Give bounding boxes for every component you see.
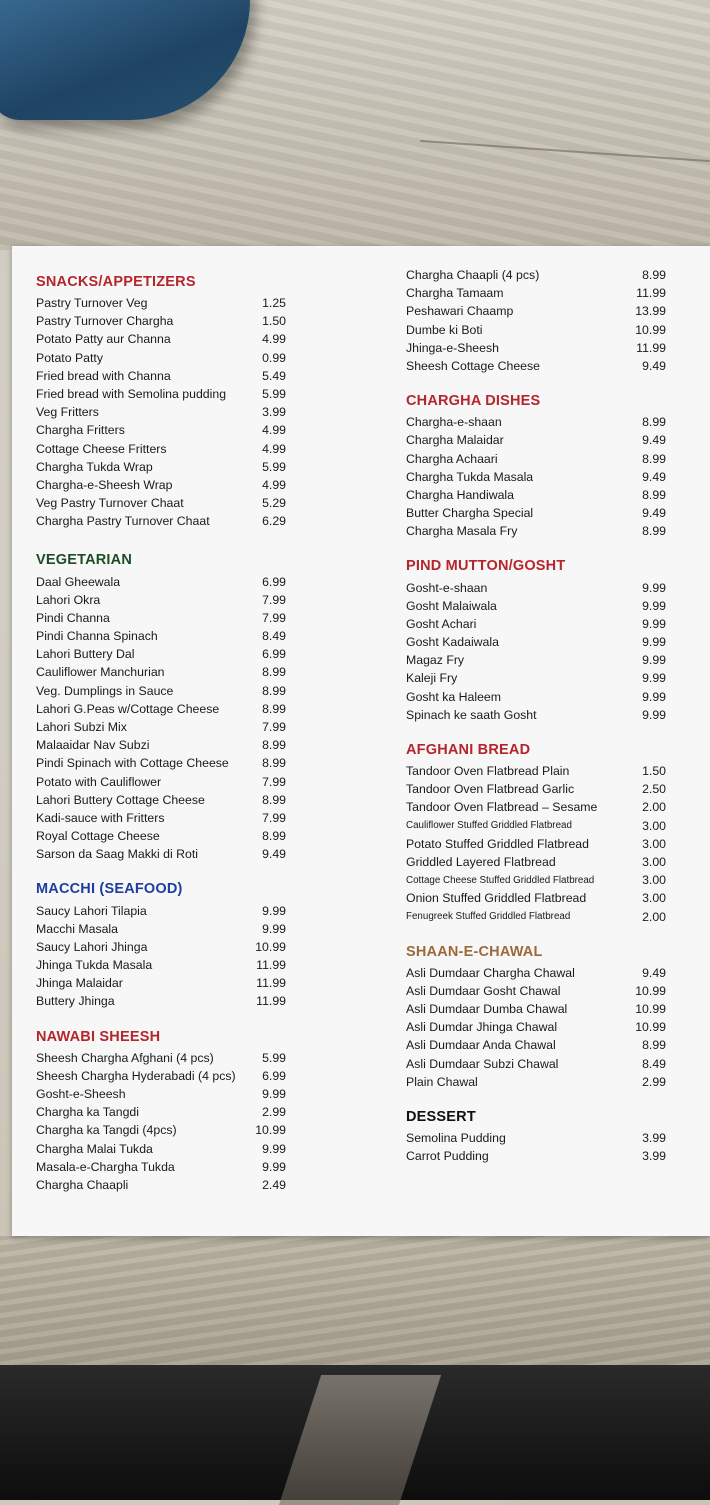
countertop-lower <box>0 1236 710 1376</box>
menu-item <box>406 486 666 504</box>
section-heading: DESSERT <box>406 1108 476 1125</box>
menu-item-name: Pastry Turnover Veg <box>36 296 148 311</box>
menu-item-price: 7.99 <box>262 592 286 607</box>
menu-item <box>36 827 286 845</box>
menu-item-price: 11.99 <box>636 340 666 355</box>
menu-item <box>36 791 286 809</box>
menu-item-name: Spinach ke saath Gosht <box>406 707 537 722</box>
menu-item <box>406 1073 666 1091</box>
menu-item-name: Plain Chawal <box>406 1074 478 1089</box>
menu-item-price: 9.99 <box>642 653 666 668</box>
menu-item-price: 8.99 <box>262 701 286 716</box>
menu-item-name: Veg Fritters <box>36 405 99 420</box>
menu-item <box>36 1140 286 1158</box>
menu-item-price: 7.99 <box>262 810 286 825</box>
menu-item-price: 0.99 <box>262 350 286 365</box>
menu-item-price: 10.99 <box>635 983 666 998</box>
menu-item-price: 7.99 <box>262 774 286 789</box>
menu-item-name: Saucy Lahori Tilapia <box>36 903 147 918</box>
menu-item-price: 10.99 <box>255 939 286 954</box>
menu-item <box>36 645 286 663</box>
menu-item <box>406 907 666 925</box>
section-heading: AFGHANI BREAD <box>406 741 531 758</box>
menu-item-name: Fried bread with Semolina pudding <box>36 387 227 402</box>
menu-item <box>406 522 666 540</box>
menu-item-name: Lahori Buttery Cottage Cheese <box>36 792 205 807</box>
menu-item-name: Gosht Malaiwala <box>406 598 497 613</box>
menu-item-price: 9.99 <box>262 1159 286 1174</box>
menu-item-name: Lahori Buttery Dal <box>36 647 135 662</box>
menu-item <box>36 736 286 754</box>
menu-item-name: Onion Stuffed Griddled Flatbread <box>406 891 587 906</box>
menu-item-price: 9.49 <box>642 469 666 484</box>
menu-item-price: 11.99 <box>256 976 286 991</box>
menu-section-dessert <box>406 1109 666 1165</box>
menu-item-price: 3.00 <box>642 836 666 851</box>
menu-item-name: Buttery Jhinga <box>36 994 115 1009</box>
menu-item <box>36 809 286 827</box>
menu-section-afghani-bread <box>406 742 666 926</box>
menu-item-name: Chargha Masala Fry <box>406 524 518 539</box>
menu-item <box>36 682 286 700</box>
menu-item-name: Gosht-e-Sheesh <box>36 1087 126 1102</box>
menu-item <box>36 403 286 421</box>
menu-item-name: Chargha Fritters <box>36 423 125 438</box>
menu-item <box>406 468 666 486</box>
menu-item-price: 3.00 <box>642 873 666 888</box>
menu-section-macchi-seafood <box>36 881 286 1010</box>
menu-item-name: Pindi Spinach with Cottage Cheese <box>36 756 229 771</box>
menu-item-price: 7.99 <box>262 720 286 735</box>
menu-paper <box>12 246 710 1236</box>
menu-item <box>406 1129 666 1147</box>
menu-item-price: 6.29 <box>262 514 286 529</box>
menu-item-price: 8.99 <box>642 268 666 283</box>
menu-item-price: 8.99 <box>262 683 286 698</box>
menu-item-name: Asli Dumdaar Anda Chawal <box>406 1038 556 1053</box>
menu-item <box>36 901 286 919</box>
menu-item-price: 9.99 <box>642 598 666 613</box>
section-heading: MACCHI (SEAFOOD) <box>36 881 183 898</box>
menu-item-price: 9.99 <box>262 1141 286 1156</box>
menu-item-name: Sheesh Chargha Afghani (4 pcs) <box>36 1050 214 1065</box>
menu-item <box>406 597 666 615</box>
menu-item-name: Pastry Turnover Chargha <box>36 314 174 329</box>
menu-item-price: 9.99 <box>262 921 286 936</box>
menu-item-name: Gosht Kadaiwala <box>406 635 499 650</box>
menu-item-name: Fried bread with Channa <box>36 368 171 383</box>
menu-item <box>406 321 666 339</box>
menu-item <box>406 651 666 669</box>
menu-item-name: Semolina Pudding <box>406 1131 506 1146</box>
menu-item-name: Jhinga Tukda Masala <box>36 958 153 973</box>
menu-item-name: Asli Dumdar Jhinga Chawal <box>406 1020 558 1035</box>
menu-item-price: 9.99 <box>642 671 666 686</box>
menu-item-price: 2.00 <box>642 909 666 924</box>
menu-item-price: 7.99 <box>262 610 286 625</box>
menu-item-price: 5.99 <box>262 387 286 402</box>
menu-item <box>36 312 286 330</box>
menu-item-name: Lahori Okra <box>36 592 101 607</box>
menu-item <box>406 798 666 816</box>
menu-item-name: Asli Dumdaar Chargha Chawal <box>406 965 575 980</box>
menu-item <box>36 938 286 956</box>
menu-item-name: Chargha ka Tangdi <box>36 1105 140 1120</box>
menu-item <box>36 591 286 609</box>
menu-item-price: 8.99 <box>642 487 666 502</box>
menu-item <box>36 1158 286 1176</box>
menu-section-pind-mutton-gosht <box>406 558 666 724</box>
menu-item <box>406 357 666 375</box>
menu-section-vegetarian <box>36 552 286 863</box>
menu-item <box>406 1000 666 1018</box>
menu-item <box>36 1085 286 1103</box>
menu-item-name: Veg Pastry Turnover Chaat <box>36 496 184 511</box>
menu-item-price: 2.49 <box>262 1177 286 1192</box>
menu-item <box>406 871 666 889</box>
menu-item-price: 3.99 <box>642 1131 666 1146</box>
menu-item-price: 2.50 <box>642 782 666 797</box>
menu-item-price: 8.99 <box>262 665 286 680</box>
section-heading: CHARGHA DISHES <box>406 393 541 410</box>
menu-item-name: Masala-e-Chargha Tukda <box>36 1159 175 1174</box>
menu-item-price: 5.99 <box>262 1050 286 1065</box>
menu-item-price: 6.99 <box>262 647 286 662</box>
menu-item-price: 4.99 <box>262 477 286 492</box>
menu-section-chargha-dishes <box>406 393 666 540</box>
menu-item-price: 8.99 <box>262 738 286 753</box>
menu-item-name: Kaleji Fry <box>406 671 458 686</box>
menu-item <box>406 504 666 522</box>
menu-item-price: 4.99 <box>262 441 286 456</box>
menu-item-name: Chargha Pastry Turnover Chaat <box>36 514 210 529</box>
menu-item-price: 9.99 <box>642 707 666 722</box>
menu-item-price: 3.99 <box>262 405 286 420</box>
menu-item-name: Gosht-e-shaan <box>406 580 488 595</box>
menu-item-price: 8.49 <box>262 629 286 644</box>
menu-item-name: Chargha Chaapli <box>36 1177 129 1192</box>
menu-item <box>406 688 666 706</box>
menu-item <box>36 956 286 974</box>
menu-item <box>36 700 286 718</box>
menu-item <box>36 663 286 681</box>
menu-item-name: Jhinga Malaidar <box>36 976 123 991</box>
menu-item-name: Potato Stuffed Griddled Flatbread <box>406 836 589 851</box>
menu-item <box>36 1103 286 1121</box>
menu-item-price: 8.99 <box>642 524 666 539</box>
menu-item <box>36 773 286 791</box>
menu-item <box>406 762 666 780</box>
menu-item <box>406 982 666 1000</box>
menu-item <box>36 494 286 512</box>
menu-item-name: Chargha Tukda Wrap <box>36 459 153 474</box>
menu-item <box>36 1176 286 1194</box>
section-heading: VEGETARIAN <box>36 552 132 569</box>
menu-item-name: Chargha Handiwala <box>406 487 515 502</box>
menu-item-name: Lahori G.Peas w/Cottage Cheese <box>36 701 220 716</box>
menu-item <box>36 421 286 439</box>
menu-item <box>406 633 666 651</box>
menu-item-name: Royal Cottage Cheese <box>36 829 160 844</box>
menu-item-name: Pindi Channa Spinach <box>36 629 158 644</box>
menu-item-name: Saucy Lahori Jhinga <box>36 939 148 954</box>
menu-item-name: Veg. Dumplings in Sauce <box>36 683 174 698</box>
menu-item-price: 9.99 <box>642 635 666 650</box>
menu-item-name: Cauliflower Manchurian <box>36 665 165 680</box>
menu-item <box>406 853 666 871</box>
menu-item <box>36 330 286 348</box>
menu-item <box>36 1121 286 1139</box>
dark-floor-area <box>0 1365 710 1500</box>
menu-item-name: Potato Patty aur Channa <box>36 332 171 347</box>
menu-item-name: Chargha-e-shaan <box>406 415 502 430</box>
menu-item-name: Tandoor Oven Flatbread Garlic <box>406 782 575 797</box>
menu-item-price: 9.49 <box>642 359 666 374</box>
menu-item-name: Macchi Masala <box>36 921 119 936</box>
menu-section-nawabi-sheesh <box>36 1029 286 1195</box>
menu-item <box>36 1067 286 1085</box>
menu-item-name: Kadi-sauce with Fritters <box>36 810 165 825</box>
menu-item-price: 11.99 <box>256 958 286 973</box>
menu-item <box>36 754 286 772</box>
menu-item-price: 8.99 <box>262 792 286 807</box>
menu-item-name: Peshawari Chaamp <box>406 304 514 319</box>
menu-item-price: 4.99 <box>262 332 286 347</box>
menu-item-name: Gosht Achari <box>406 616 477 631</box>
menu-item <box>406 302 666 320</box>
menu-item-name: Sarson da Saag Makki di Roti <box>36 847 198 862</box>
menu-item-price: 9.99 <box>642 580 666 595</box>
menu-item-price: 5.29 <box>262 496 286 511</box>
menu-item-price: 10.99 <box>635 1020 666 1035</box>
menu-item-price: 8.99 <box>642 415 666 430</box>
menu-item-name: Dumbe ki Boti <box>406 322 483 337</box>
menu-item <box>36 476 286 494</box>
menu-item <box>36 349 286 367</box>
menu-item <box>406 706 666 724</box>
menu-item-name: Chargha Achaari <box>406 451 498 466</box>
menu-item-name: Potato with Cauliflower <box>36 774 162 789</box>
menu-item-price: 13.99 <box>635 304 666 319</box>
menu-item <box>406 889 666 907</box>
menu-item-name: Daal Gheewala <box>36 574 121 589</box>
menu-item <box>36 458 286 476</box>
menu-item-price: 1.50 <box>642 764 666 779</box>
menu-item-name: Griddled Layered Flatbread <box>406 854 556 869</box>
menu-item-name: Cottage Cheese Fritters <box>36 441 167 456</box>
menu-item <box>36 609 286 627</box>
menu-item-price: 10.99 <box>635 322 666 337</box>
menu-item-price: 6.99 <box>262 1068 286 1083</box>
menu-item-name: Lahori Subzi Mix <box>36 720 127 735</box>
menu-item <box>406 1055 666 1073</box>
menu-item-price: 2.00 <box>642 800 666 815</box>
menu-item-name: Tandoor Oven Flatbread – Sesame <box>406 800 598 815</box>
menu-item <box>406 835 666 853</box>
menu-item-price: 9.99 <box>642 616 666 631</box>
menu-item-name: Asli Dumdaar Gosht Chawal <box>406 983 561 998</box>
menu-section-snacks-appetizers <box>36 274 286 530</box>
menu-item-name: Pindi Channa <box>36 610 110 625</box>
menu-item-name: Cottage Cheese Stuffed Griddled Flatbread <box>406 874 595 886</box>
menu-item <box>406 615 666 633</box>
menu-item <box>36 992 286 1010</box>
menu-item-price: 1.25 <box>262 296 286 311</box>
menu-item-name: Magaz Fry <box>406 653 465 668</box>
menu-item <box>36 627 286 645</box>
menu-item-price: 8.99 <box>262 829 286 844</box>
menu-item-price: 11.99 <box>636 286 666 301</box>
menu-item <box>36 920 286 938</box>
menu-item <box>36 718 286 736</box>
menu-item-price: 8.99 <box>262 756 286 771</box>
menu-item <box>36 845 286 863</box>
menu-item-price: 10.99 <box>255 1123 286 1138</box>
menu-item-name: Sheesh Cottage Cheese <box>406 359 540 374</box>
menu-item <box>36 294 286 312</box>
menu-item-price: 3.00 <box>642 854 666 869</box>
menu-item-price: 8.99 <box>642 451 666 466</box>
menu-item-price: 5.99 <box>262 459 286 474</box>
menu-item <box>36 385 286 403</box>
section-heading: NAWABI SHEESH <box>36 1028 161 1045</box>
menu-item <box>406 413 666 431</box>
menu-item-name: Sheesh Chargha Hyderabadi (4 pcs) <box>36 1068 236 1083</box>
menu-item <box>406 669 666 687</box>
menu-item-price: 2.99 <box>642 1074 666 1089</box>
menu-item-price: 10.99 <box>635 1002 666 1017</box>
menu-item-price: 9.49 <box>262 847 286 862</box>
menu-item-price: 2.99 <box>262 1105 286 1120</box>
menu-item-price: 9.99 <box>642 689 666 704</box>
menu-item-name: Chargha Chaapli (4 pcs) <box>406 268 540 283</box>
menu-item <box>406 817 666 835</box>
menu-item <box>36 974 286 992</box>
menu-item <box>36 440 286 458</box>
menu-item <box>406 339 666 357</box>
menu-item <box>406 284 666 302</box>
menu-item-name: Jhinga-e-Sheesh <box>406 340 499 355</box>
menu-item-name: Butter Chargha Special <box>406 506 534 521</box>
menu-item-name: Malaaidar Nav Subzi <box>36 738 150 753</box>
menu-item <box>406 450 666 468</box>
menu-item-price: 9.99 <box>262 903 286 918</box>
menu-item <box>406 964 666 982</box>
menu-item-price: 6.99 <box>262 574 286 589</box>
menu-item-name: Gosht ka Haleem <box>406 689 502 704</box>
menu-item-name: Chargha-e-Sheesh Wrap <box>36 477 173 492</box>
menu-item-price: 9.99 <box>262 1087 286 1102</box>
menu-item-price: 4.99 <box>262 423 286 438</box>
menu-item-price: 3.00 <box>642 818 666 833</box>
section-heading: PIND MUTTON/GOSHT <box>406 558 566 575</box>
menu-item <box>36 367 286 385</box>
menu-item <box>406 1018 666 1036</box>
menu-item-price: 11.99 <box>256 994 286 1009</box>
section-heading: SNACKS/APPETIZERS <box>36 274 196 290</box>
menu-item <box>406 1036 666 1054</box>
menu-item-price: 9.49 <box>642 965 666 980</box>
menu-right-column <box>406 266 666 1165</box>
menu-item-name: Tandoor Oven Flatbread Plain <box>406 764 570 779</box>
menu-item-name: Chargha Tukda Masala <box>406 469 534 484</box>
menu-left-column <box>36 274 286 1194</box>
menu-item-price: 3.00 <box>642 891 666 906</box>
menu-item-price: 5.49 <box>262 368 286 383</box>
menu-section-continued <box>406 266 666 375</box>
floor-highlight <box>279 1375 441 1505</box>
menu-item-name: Fenugreek Stuffed Griddled Flatbread <box>406 911 571 923</box>
menu-item-name: Carrot Pudding <box>406 1149 489 1164</box>
menu-item-name: Chargha ka Tangdi (4pcs) <box>36 1123 177 1138</box>
menu-item <box>406 431 666 449</box>
menu-item-price: 8.49 <box>642 1056 666 1071</box>
menu-item-price: 8.99 <box>642 1038 666 1053</box>
menu-item-name: Asli Dumdaar Subzi Chawal <box>406 1056 559 1071</box>
menu-item <box>36 512 286 530</box>
menu-item-name: Asli Dumdaar Dumba Chawal <box>406 1002 568 1017</box>
menu-item-name: Chargha Malai Tukda <box>36 1141 153 1156</box>
section-heading: SHAAN-E-CHAWAL <box>406 943 543 960</box>
menu-item-price: 3.99 <box>642 1149 666 1164</box>
menu-item-name: Chargha Tamaam <box>406 286 504 301</box>
menu-item-price: 1.50 <box>262 314 286 329</box>
menu-item <box>406 1147 666 1165</box>
menu-item <box>36 572 286 590</box>
menu-item <box>406 780 666 798</box>
menu-section-shaan-e-chawal <box>406 944 666 1091</box>
menu-item-name: Chargha Malaidar <box>406 433 504 448</box>
menu-item <box>36 1049 286 1067</box>
menu-item-price: 9.49 <box>642 506 666 521</box>
menu-item <box>406 266 666 284</box>
menu-item-name: Cauliflower Stuffed Griddled Flatbread <box>406 820 572 832</box>
menu-item <box>406 578 666 596</box>
menu-item-name: Potato Patty <box>36 350 103 365</box>
menu-item-price: 9.49 <box>642 433 666 448</box>
